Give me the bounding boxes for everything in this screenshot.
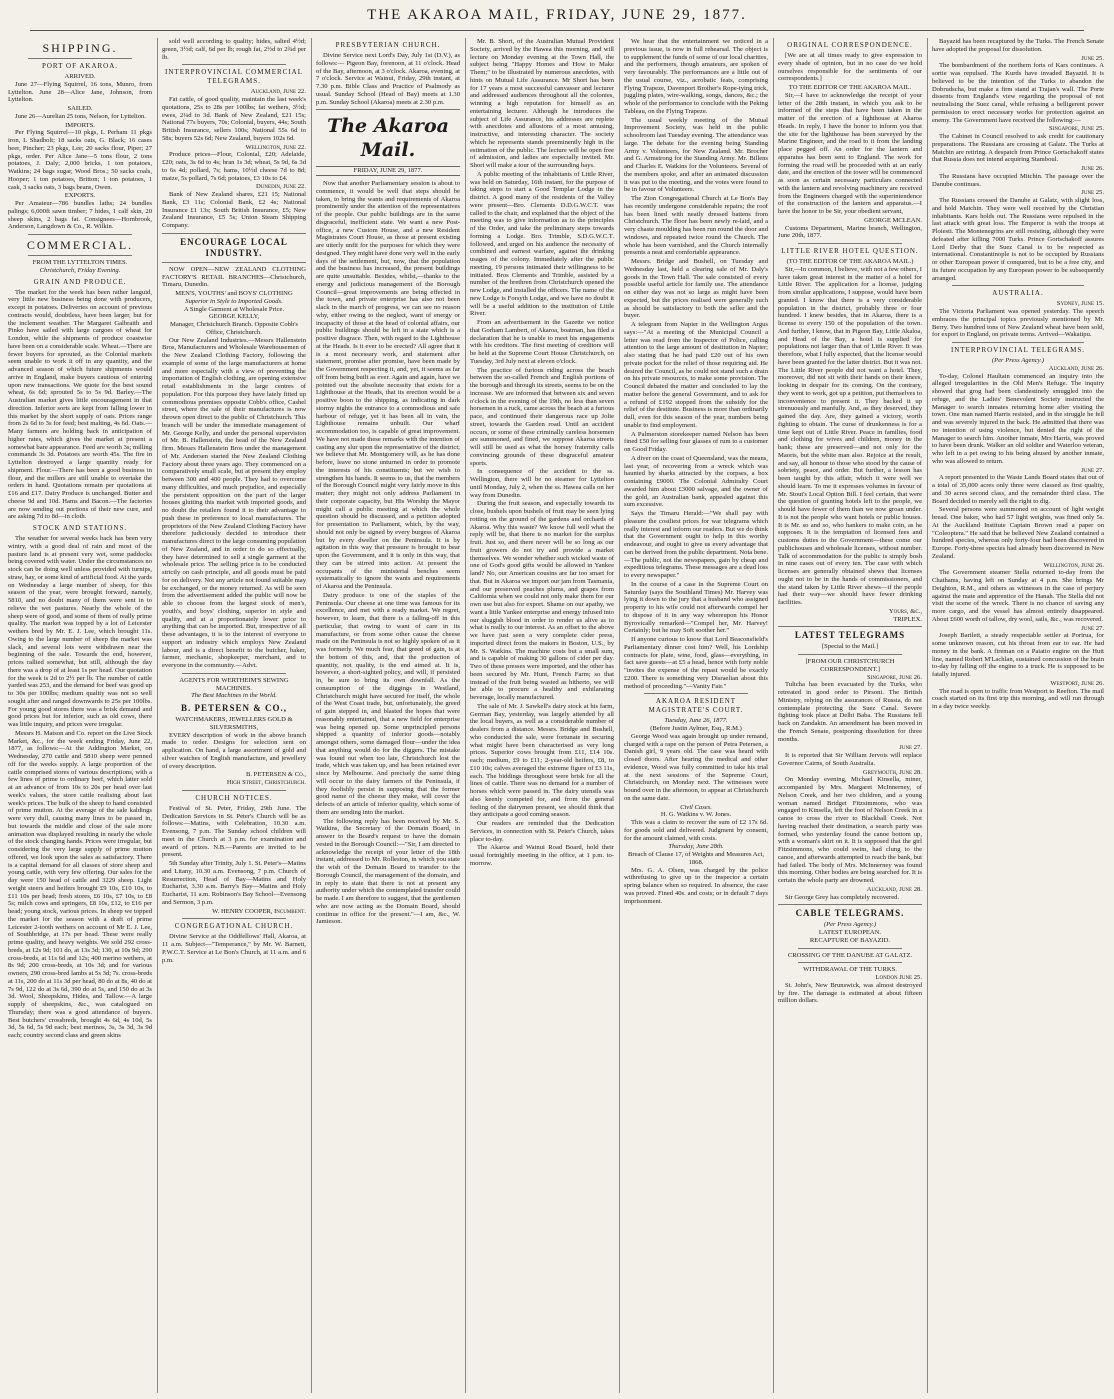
dunedin-text: Bank of New Zealand shares, £21 15; National Bank, £3 11s; Colonial Bank, £2 4s; National Insurance £1 13s; South British Insurance, £5; New Zealand Insurance, £5 5s; Union Steam Shipping Company. (162, 191, 306, 229)
column-rule (465, 38, 466, 1393)
mitchin-text: The Russians have occupied Mitchin. The passage over the Danube continues. (932, 172, 1104, 188)
bombardment-text: The bombardment of the northern forts of Kars continues. A sortie was repulsed. The Kurds have invaded Bayazid. It is believed to be the intention of the Turks to abandon the Dobrudscha, but make a firm stand at Trajan's wall. The Porte dissents from England's view regarding the proposal of not neutralising the Suez canal, while refusing a belligerent power permission to erect necessary works for protection against an enemy. The Government have received the following:— (932, 62, 1104, 124)
trinity-text: 5th Sunday after Trinity, July 1. St. Peter's—Matins and Litany, 10.30 a.m. Evensong, 7 p.m. Church of Resurrection, Head of Bay—Matins and Holy Eucharist, 3.30 a.m. Barry's Bay—Matins and Holy Eucharist, 11 a.m. Robinson's Bay School—Evensong and Sermon, 3 p.m. (162, 860, 306, 906)
latest-european: LATEST EUROPEAN. (818, 929, 882, 936)
superior-style: Superior in Style to Imported Goods. (185, 297, 283, 305)
to-editor-label-2: (TO THE EDITOR OF THE AKAROA MAIL.) (786, 258, 914, 265)
column-2 (162, 38, 306, 1393)
auckland-dateline: Auckland, June 28. (866, 885, 922, 893)
zion-church-text: The Zion Congregational Church at Le Bon's Bay has recently undergone considerable repairs; the roof has been lined with neatly dressed battens from Christchurch. The floor has been newly re-laid, and a very chaste moulding has been run round the door and windows, and repeated twice round the Church. The whole has been varnished, and the Church internally presents a neat and comfortable appearance. (624, 195, 768, 257)
mutual-society-text: The usual weekly meeting of the Mutual Improvement Society, was held in the public schoolroom last Tuesday evening. The attendance was large. The debate for the evening being Standing Army v. Volunteers, for New Zealand. Mr. Brocher and G. Armstrong for the Standing Army. Mr. Billens and Charles E. Watkins for the Volunteers. Several of the members spoke, and after an animated discussion it was put to the meeting, and the votes were found to be in favour of Volunteers. (624, 116, 768, 194)
petersen-signature: B. PETERSEN & Co., (245, 771, 306, 779)
imports-label: IMPORTS. (65, 121, 95, 129)
lodge-text: A public meeting of the inhabitants of Little River, was held on Saturday, 16th instant, for the purpose of taking steps to start a Good Templar Lodge in the district. A good many of the residents of the Valley were present—Bro. Clements D.D.G.W.C.T. was called to the chair, and explained that the object of the meeting was to give information as to the principles of the Order, and take the preliminary steps towards forming a Lodge. Bro. Trimble, S.D.G.W.C.T. followed, and urged on his audience the necessity of combined and earnest warfare, against the drinking usages of the colony. Immediately after the public meeting, 19 persons intimated their willingness to be initiated. Bros Clements and Trimble, assisted by a number of the brethren from Christchurch opened the new Lodge, and installed the officers. The name of the new Lodge is Forsyth Lodge, and we have no doubt it will be a useful addition to the institution of Little River. (470, 170, 614, 318)
arrived-text: June 27—Flying Squirrel, 16 tons, Munro, from Lyttelton. June 28—Alice Jane, Johnson, from Lyttelton. (8, 80, 152, 104)
wainui-text: The Akaroa and Wainui Road Board, hold their usual fortnightly meeting in the office, at 1 p.m. to-morrow. (470, 844, 614, 867)
westport-dateline: Westport, June 26. (1050, 679, 1104, 687)
grain-heading: GRAIN AND PRODUCE. (33, 277, 127, 286)
hotel-question-heading: LITTLE RIVER HOTEL QUESTION. (781, 247, 919, 255)
wellington26-dateline: Wellington, June 26. (1043, 561, 1104, 569)
divider (798, 962, 902, 963)
column-6 (778, 38, 922, 1393)
australia-heading: AUSTRALIA. (992, 289, 1044, 298)
divider (798, 948, 902, 949)
cable-telegrams-heading: CABLE TELEGRAMS. (795, 908, 905, 919)
entertainment-text: We hear that the entertainment we noticed in a previous issue, is now in full rehearsal. The object is to supplement the funds of some of our local charities, and the performers, though amateurs, are spoken of very favourably. The performances are a little out of the usual course, viz., acrobatic feats, comprising Flying Trapeze, Davenport Brother's Rope-tying trick, juggling plates, wire-walking, songs, dances, &c.; the whole of the performance to conclude with the Peking Tableau, on the Flying Trapeze. (624, 38, 768, 115)
beaconsfield-text: If anyone curious to know that Lord Beaconsfield's Parliamentary dinner cost him? Well, his Lordship contracts for plate, wine, food, glass—everything, in fact save guests—at £5 a head, hence with forty noble "invites the expense of the repast would be exactly £200. There is something very Disraelian about this method of proceeding."—Vanity Fair." (624, 636, 768, 690)
arrived-label: ARRIVED. (64, 73, 96, 80)
agents-heading: AGENTS FOR WERTHEIM'S SEWING MACHINES. (179, 676, 289, 692)
greymouth-text: On Monday evening, Michael Kinsella, miner, accompanied by Mrs. Margaret McInnerney, of Nelson Creek, and her two children, and a young woman named Bridget Fitzsimmons, who was engaged to Kinsella, left the foot of Nelson Creek in a canoe to cross the river to Blackball Creek. Not having reached their destination, a search party was formed, who yesterday found the canoe bottom up, with a woman's skirt on it. It is supposed that the girl Fitzsimmons, who could swim, had clung to the canoe, and afterwards attempted to reach the bank, but had failed. The body of Mrs. McInnerney was found this morning. Other bodies are being searched for. It is certain the whole party are drowned. (778, 776, 922, 884)
exports-label: EXPORTS. (64, 192, 96, 200)
correspondence-heading: ORIGINAL CORRESPONDENCE. (787, 41, 913, 49)
commercial-heading: COMMERCIAL. (26, 238, 134, 252)
column-rule (927, 38, 928, 1393)
mclean-signature: GEORGE MCLEAN. (864, 216, 922, 224)
divider (162, 233, 306, 234)
june26-dateline: June 26. (1081, 165, 1104, 172)
incumbent-signature: W. HENRY COOPER, Incumbent. (212, 907, 306, 915)
accident-text: In consequence of the accident to the ss. Wellington, there will be no steamer for Lyttelton until Monday, July 2, when the ss. Hawea calls on her way from Dunedin. (470, 468, 614, 499)
festival-text: Festival of St. Peter, Friday, 29th June. The Dedication Services in St. Peter's Church will be as follows:—Matins, with Celebration, 10.30 a.m. Evensong, 7 p.m. The Sunday school children will meet in the Church at 3 p.m. for examination and award of prizes. N.B.—Parents are invited to be present. (162, 804, 306, 859)
paper-dateline: FRIDAY, JUNE 29, 1877. (316, 166, 460, 176)
dairy-text: Dairy produce is one of the staples of the Peninsula. Our cheese at one time was famous for its excellence, and met with a ready market. We regret, however, to learn, that there is a falling-off in this particular, that owing to want of care in its manufacture, or from some other cause the cheese made on the Peninsula is not so highly spoken of as it was formerly. We much fear, that greed of gain, is at the bottom of this, and, that the production of quantity, not quality, is the end aimed at. It is, however, a short-sighted policy, and will, if persisted in, be sure to bring its own downfall. As the consumption of the diggings in Westland, Christchurch might have secured for itself, the whole of the West Coast trade, but, unfortunately, the greed of gain stepped in, and blasted the hopes that were reasonably entertained, that a new field for enterprise was being opened up. Some unprincipled persons shipped a quantity of inferior goods—notably amongst others, some damaged flour—under the idea that anything would do for the diggers. The mistake was found out when too late, Christchurch lost the trade, which was taken up, and has been retained ever since by Melbourne. And precisely the same thing will occur to the dairy farmers of the Peninsula, if they foolishly persist in supposing that the former good name of the cheese they make, will cover the defects of an article of inferior quality, which some of them are sending into the market. (316, 591, 460, 816)
breach-text: Mrs. G. A. Olsen, was charged by the police withrefusing to give up to the inspector a certain spring balance when so required. In absence, the case was proved. Fined 40s. and costs; or in default 7 days imprisonment. (624, 866, 768, 905)
stock-text: The weather for several weeks back has been very wintry, with a good deal of rain and most of the pasture land is at present very wet, some paddocks being covered with water. Under the circumstances no stock can be doing well unless provided with turnips, straw, hay, or some kind of artificial food. At the yards on Wednesday a large number of sheep, for this season of the year, were brought forward, namely, 5810, and no doubt many of them were sent in to relieve the wet pastures. Nearly the whole of the sheep were of good, and some of them of really prime quality. The market was topped by a lot of Leicester wethers bred by Mr. E. J. Lee, which brought 11s. Owing to the large number of sheep the market was slack, and several lots were withdrawn near the beginning of the sale. Towards the end, however, prices rallied somewhat, but still, although the day there was a drop of at least 1s per head. Our quotation for the week is 2d to 2½ per lb. The number of cattle yarded was 253, and the demand for beef was good up to 30s per 100lbs; medium quality was not so well sought after and ranged downwards to 25s per 100lbs. For young good stores there was a brisk demand and good prices but for inferior, such as old cows, there was little inquiry, and prices were irregular. (8, 535, 152, 728)
southland-text: In the course of a case in the Supreme Court on Saturday (says the Southland Times) Mr. Harvey was lying it down to the jury that a husband who assigned property to his wife could not afterwards compel her to dispose of it in any way whereupon his Honor Byrovically remarked—"Compel her, Mr. Harvey! Certainly; but he may Soft soother her." (624, 580, 768, 635)
domain-reply-text: The following reply has been received by Mr. S. Watkins, the Secretary of the Domain Board, in answer to the Board's request to have the domain vested in the Borough Council:—"Sir, I am directed to acknowledge the receipt of your letter of the 18th instant, addressed to Mr. Rolleston, in which you state the wish of the Domain Board to transfer to the Borough Council, the management of the domain, and in reply to state that there is not at present any authority under which the contemplated transfer could be made. I am therefore to suggest, that the gentlemen who are now acting as the Domain Board, should continue in office for the present."—I am, &c., W. Jamieson. (316, 817, 460, 926)
masthead (0, 0, 1114, 30)
masthead-title: THE AKAROA MAIL, FRIDAY, JUNE 29, 1877. (367, 7, 747, 23)
encourage-heading: ENCOURAGE LOCAL INDUSTRY. (180, 236, 288, 258)
danube-headline: CROSSING OF THE DANUBE AT GALATZ. (787, 951, 913, 959)
bayazid-text: Bayazid has been recaptured by the Turks. The French Senate have adopted the proposal for dissolution. (932, 38, 1104, 53)
column-1 (8, 38, 152, 1393)
hotel-letter: Sir,—In common, I believe, with not a few others, I have taken great interest in the matter of a hotel for Little River. The application for a license, judging from similar applications, I suppose, would have been granted. I know that there is a very considerable population in the district, probably three or four hundred. I knew besides, that in Akaroa, there is a license to every 150 of the population of the town. And further, I know, that in Pigeon Bay, Little Akaloa, and Head of the Bay, a hotel is supplied for populations not larger than that of Little River. It was therefore, what I fully expected, that the license would have been granted for the latter district. But it was not. The Little River people did not want a hotel. They, moreover, did not sit with their hands on their knees, looking in despair for its coming. On the contrary, they went to work, got up a petition, put themselves to inconvenience to present it. They backed it up strenuously and manfully. And, as they deserved, they gained the day. Are, they gained a victory, worth fighting to obtain. The curse of drunkenness is for a time kept out of Little River. Peace in families, food and clothing for wives and children, money in the bank; these are preserved—and not only for the Maoris, but the white man also. Rejoice at the result, and say, all honour to those who stood by the cause of sobriety, peace, and order. But further, a lesson has been taught by this affair, which it were well we should learn. To me it expresses volumes in favour of Mr. Stout's Local Option Bill. I feel certain, that were the question of granting hotels left to the people, we should have fewer of them than we now groan under. It is not the people who want hotels or public houses. It is Mr. so and so, who hankers to make coin, as he supposes. It is the temptation of licensed fees and customs duties to the Government—these come our publichouses and wholesale licenses, without number. Talk of accommodation for the public is simply bosh in nine cases out of every ten. The case with which licenses are generally obtained shews that licenses ought not to be in the hands of commissioners, and the stand taken by Little River shews—if the people had their way—we should have fewer drinking facilities. (778, 265, 922, 606)
brunswick-text: St. John's, New Brunswick, was almost destroyed by fire. The damage is estimated at about fifteen million dollars. (778, 981, 922, 1005)
bartlett-text: Joseph Bartlett, a steady respectable settler at Porirua, for some unknown reason, cut his throat from ear to ear. He had money in the bank. A fireman on a Paiatio engine on the Hutt line, named Robert M'Lachlan, sustained concussion of the brain to-day by falling off the engine to a truck. He is supposed to be fatally injured. (932, 632, 1104, 678)
column-4 (470, 38, 614, 1393)
court-date: Tuesday, June 26, 1877. (664, 717, 728, 725)
grain-text: The market for the week has been rather languid, very little new business being done with producers, except in potatoes. Deliveries on account of previous contracts would, doubtless, have been larger, but for the inclement weather. The Margaret Galbraith and Pinko have sailed with large cargoes of wheat for London, while the shipments of produce coastwise have been on a considerable scale. Wheat.—There are fewer buyers for sprouted, as the Colonial markets seem unable to work it off in any quantity, and the advanced season of which future shipments would arrive in England, make buyers cautious of entering upon new transactions. We quote for the best sound wheat, 6s 6d; sprouted 5s to 5s 9d. Barley.—The Australian market gives little encouragement in that direction. Inferior sorts are kept from falling lower in this market by the short supply of oats. Prices range from 2s 6d to 3s for feed; best malting, 4s 6d. Oats.—Many farmers are holding back in anticipation of higher rates, which gives the market at present a somewhat bare appearance. Feed are worth 3s; milling commands 3s 3d. Potatoes are worth 45s. The fire in Lyttelton destroyed a large quantity ready for shipment. Flour.—There has been a good business in flour, and the millers are still unable to overtake the orders in hand. Quotations remain per quotations at £16 and £17. Dairy Produce is unchanged. Butter and cheese 9d and 10d. Hams and Bacon.—The factories are now sending out portions of their new cure, and are asking 7d to 8d—in cloth. (8, 288, 152, 521)
church-notices-heading: CHURCH NOTICES. (195, 793, 273, 802)
baker-text: Several persons were summoned on account of light weight bread. One baker, who had 57 light weights, was fined only 5s. At the Auckland Institute Captain Brown read a paper on "Coleoptera." He said that he believed New Zealand contained a hundred species, whereas only forty-four had been discovered in Europe. Forty-three species had already been discovered in New Zealand. (932, 506, 1104, 560)
refuge-text: To-day, Colonel Haultain commenced an inquiry into the alleged irregularities in the Old Men's Refuge. The inquiry showed that grog had been clandestinely smuggled into the refuge, and the Ladies' Benevolent Society instructed the Manager to search inmates returning home after visiting the town. One man named Harris resisted, and in the struggle he fell and was severely injured in the back. He admitted that there was no intention of using violence, but denied the right of the Manager to search him. Another inmate, Mrs Harris, was proved to have been drunk. Walker an old soldier and Waterloo veteran, who left in a pet owing to his being abused by another inmate, who was allowed to return. (932, 372, 1104, 465)
masthead-rule (30, 30, 1084, 31)
column-7 (932, 38, 1104, 1393)
chatham-text: The Government steamer Stella returned to-day from the Chathams, having left on Sunday at 4 p.m. She brings Mr Deighton, R.M., and others as witnesses in the case of perjury against the mate and apprentice of the Hanah. The Stella did not visit the scene of the wreck. There is no chance of saving any more cargo, and the vessel has almost entirely disappeared. About £600 worth of tallow, dry wool, sails, &c., was recovered. (932, 569, 1104, 623)
furious-riding-text: The practice of furious riding across the beach between the so-called French and English portions of the borough and through its streets, seems to be on the increase. We are informed that between six and seven o'clock in the evening of the 19th, no less than seven horsemen in a ruck, came across the beach at a furious pace, and continued their dangerous race up Jolie street, towards the Garden road. Until an accident occurs, or some of these criminally careless horsemen are summoned, and fined, we suppose Akaroa streets will still be used as what the horsey fraternity calls convincing grounds of these disgraceful amateur sports. (470, 366, 614, 467)
june27b-dateline: June 27. (1081, 466, 1104, 474)
special-label: [Special to the Mail.] (821, 643, 879, 651)
imports-text: Per Flying Squirrel—10 pkgs, L Perham 11 pkgs iron, L Shadbolt; 18 sacks oats, G. Black; 16 cases beer, Pincher; 23 pkgs, Lee; 20 sacks flour, Piper; 27 pkgs, order. Per Alice Jane—5 tons flour, 2 tons potatoes, J. Daly; 2,000 bricks, 1 ton potatoes, Watkins; 24 bags sugar, Wood Bros.; 50 sacks coals, Hooper; 1 ton potatoes, Britton; 1 ton potatoes, 1 cask, 3 sacks oats, 3 bags beans, Owen. (8, 129, 152, 191)
presbyterian-heading: PRESBYTERIAN CHURCH. (335, 41, 441, 49)
petersen-heading: B. PETERSEN & CO., (180, 703, 287, 713)
thursday-date: Thursday, June 28th. (668, 843, 724, 851)
divider (798, 654, 902, 655)
intercol-heading: INTERPROVINCIAL COMMERCIAL TELEGRAMS. (165, 68, 303, 86)
column-rule (157, 38, 158, 1393)
manager-name: GEORGE KELLY, (208, 313, 260, 321)
triplex-signature: TRIPLEX. (893, 615, 922, 623)
divider (182, 918, 286, 919)
divider (182, 64, 286, 65)
yours-line: Yours, &c., (888, 607, 922, 615)
war-text: Tultcha has been evacuated by the Turks, who retreated in good order to Pirsoni. The British Ministry, relying on the assurances of Russia, do not contemplate protecting the Suez Canal. Severe fighting took place at Delhi Baba. The Russians fell back on Zandakin. An amendment has been moved in the French Senate, postponing dissolution for three months. (778, 681, 922, 743)
magistrate-court-heading: AKAROA RESIDENT MAGISTRATE'S COURT. (648, 697, 744, 715)
now-open-text: NOW OPEN—NEW ZEALAND CLOTHING FACTORY'S RETAIL BRANCHES—Christchurch, Timaru, Dunedin. (162, 265, 306, 289)
column-rule (619, 38, 620, 1393)
singapore-dateline: Singapore, June 26. (867, 673, 922, 681)
column-5 (624, 38, 768, 1393)
congregational-text: Divine Service at the Oddfellows' Hall, Akaroa, at 11 a.m. Subject—"Temperance," by Mr. W. Barnett, P.W.C.T. Service at Le Bon's Church, at 11 a.m. and 6 p.m. (162, 933, 306, 964)
singapore25-dateline: Singapore, June 25. (1049, 125, 1104, 133)
divider (28, 255, 132, 256)
napier-text: A telegram from Napier in the Wellington Argus says:—"At a meeting of the Municipal Council a letter was read from the Inspector of Police, calling attention to the large amount of destitution in Napier; also stating that he had paid £20 out of his own private pocket for the relief of those requiring aid. He desired the Council, as he could not stand such a drain on his private resources, to make some provision. The Council debated the matter and concluded to lay the matter before the general Government, and to ask for a refund of £192 stopped from the subsidy for the relief of the destitute. Business is more than ordinarily dull, even for this season of the year, numbers being unable to find employment. (624, 321, 768, 429)
divider (28, 58, 132, 59)
jervois-text: It is reported that Sir William Jervois will replace Governor Cairns, of South Australia. (778, 752, 922, 767)
timaru-text: Says the Timaru Herald:—"We shall pay with pleasure the costliest prices for war telegrams which really interest and inform our readers. But we do think that the Government ought to help in this worthy endeavour, and ought to give us every advantage that can be derived from the public department. Nota bene.—The public, not the newspapers, gain by cheap and expeditious telegrams. These messages are a dead loss to every newspaper." (624, 510, 768, 579)
wellington-dateline: Wellington, June 22. (245, 143, 306, 151)
short-lecture-text: Mr. B. Short, of the Australian Mutual Provident Society, arrived by the Hawea this morning, and will lecture on Monday evening at the Town Hall, the subject being "Happy Homes and How to Make Them;" to be illustrated by numerous anecdotes, with hints on Mutual Life Assurance. Mr Short has been for 17 years a most successful canvasser and lecturer and addressed audiences throughout all the colonies, winning a high reputation for himself as an entertaining lecturer. Although he introduces the subject of Life Assurance, his addresses are replete with anecdotes and allusions of a most amusing, instructive, and interesting character. The society which he represents stands preeminently high in the estimation of the public. The lecture will be open free of admission, and ladies are especially invited. Mr. Short will make a tour of the surrounding bays. (470, 38, 614, 169)
press-agency-label-2: (Per Press Agency.) (991, 357, 1045, 364)
greymouth-dateline: Greymouth, June 28. (862, 768, 922, 776)
remind-text: Our readers are reminded that the Dedication Services, in connection with St. Peter's Church, takes place to-day. (470, 820, 614, 843)
withdrawal-headline: WITHDRAWAL OF THE TURKS. (803, 966, 897, 974)
sydney-dateline: Sydney, June 15. (1056, 300, 1104, 308)
civil-case-text: This was a claim to recover the sum of £2 17s 6d. for goods sold and delivered. Judgment by consent, for the amount claimed, with costs. (624, 819, 768, 842)
exports-text: Per Amateur—786 bundles laths; 24 bundles palings; 6,000ft sawn timber; 7 hides, 1 calf skin, 20 sheep skins, 2 bags fat. Consignees—Hornbrook, Anderson, Langdown & Co., R. Wilkin. (8, 200, 152, 231)
customs-line: Customs Department, Marine branch, Wellington, June 20th, 1877. (778, 224, 922, 240)
factory-article: Our New Zealand Industries.—Messrs Hallenstein Bros, Manufacturers and Wholesale Warehousemen of the New Zealand Clothing Factory, following the example of some of the large manufacturers at home and more especially with a view of preventing the importation of English clothing, are opening extensive retail establishments in the large centres of population. For this purpose they have lately fitted up commodious premises opposite Cobb's office, Cashel street, where the sale of their manufactures is now thrown open direct to the public of Christchurch. This branch will be under the immediate management of Mr. George Kelly, and under the personal supervision of Mr. B. Hallenstein, the head of the New Zealand firm. Messrs Hallenstein Bros under the management of Mr. Andersen started the New Zealand Clothing Factory about three years ago. They commenced on a comparatively small scale, but at present they employ between 300 and 400 people. They had to overcome many difficulties, and much prejudice, and especially the persistent opposition on the part of the larger houses glutting this market with imported goods, and no doubt the retailers found it to their advantage to push these in preference to local manufactures. The proprietors of the New Zealand Clothing Factory have therefore judiciously decided to introduce their manufactures direct to the large consuming population of New Zealand, and in order to do so effectually, they have determined to sell a single garment at the wholesale price. The selling price is to be conducted strictly on cash principle, and all goods must be paid for on delivery. Not any article not found suitable may be exchanged, or the money returned. As will be seen from the advertisement added the public will now be able to choose from the largest stock of men's, youth's, and boys' clothing, superior in style and quality, and at a proportionately lower price to anything that can be imported. But, irrespective of all these advantages, it is to the interest of everyone to support an industry which employs New Zealand labour, and is a direct benefit to the butcher, baker, farmer, mechanic, shopkeeper, merchant, and to everyone in the community.—Advt. (162, 336, 306, 669)
bridge-bushell-text: Messrs. Bridge and Bushell, on Tuesday and Wednesday last, held a clearing sale of Mr. Daly's goods in the Town Hall. The sale consisted of every possible useful article for family use. The attendance on either day was not so large as might have been expected, but the prices realised were generally such as should be satisfactory to both the seller and the buyer. (624, 258, 768, 320)
continued-text: sold well according to quality; hides, salted 4½d; green, 3½d; calf, 6d per lb; rough fat, 2½d to 2¾d per lb. (162, 38, 306, 61)
london-dateline: London June 25. (875, 974, 922, 981)
court-text: George Wood was again brought up under remand, charged with a rape on the person of Petra Petersen, a Danish girl, 9 years old. The case was heard with closed doors. After hearing the medical and other evidence, Wood was fully committed to take his trial at the next sessions of the Supreme Court, Christchurch, on Monday next. The witnesses were bound over in the afternoon, to appear at Christchurch on the same date. (624, 732, 768, 802)
divider (798, 243, 902, 244)
divider (182, 673, 286, 674)
auckland-dateline: Auckland, June 22. (250, 88, 306, 96)
sale-text: The sale of Mr. J. Sawkell's dairy stock at his farm, German Bay, yesterday, was largely attended by all the local buyers, as well as a considerable number of dealers from a distance. Messrs. Bridge and Bushell, who conducted the sale, were fortunate in securing what might have been characterised as very long prices. Superior cows brought from £11, £14 10s. each; medium, £9 to £11; 2-year-old heifers, £8, to £10 10s; calves averaged the extreme figure of £3 11s, each. The biddings throughout were brisk for all the lines of cattle. There was no demand for a number of horses which were passed in. The dairy utensils was also keenly competed for, and from the general feeling of the dairymen present, we should think that they anticipate a good coming season. (470, 702, 614, 819)
best-machines: The Best Machines in the World. (191, 692, 277, 700)
breach-heading: Breach of Clause 17, of Weights and Measures Act, 1868. (628, 851, 764, 866)
civil-case-title: H. G. Watkins v. W. Jones. (660, 811, 732, 819)
press-agency-label: (Per Press Agency.) (823, 921, 877, 929)
correspondence-note: [We are at all times ready to give expression to every shade of opinion, but in no case do we hold ourselves responsible for the sentiments of our correspondents.] (778, 52, 922, 83)
high-street: High Street, Christchurch. (226, 779, 306, 786)
palmerston-text: A Palmerston storekeeper named Nelson has been fined £50 for selling four glasses of rum to a customer on Good Friday. (624, 430, 768, 453)
stock-heading: STOCK AND STATIONS. (32, 524, 128, 532)
divider (162, 262, 306, 263)
june25-dateline: June 25. (1081, 54, 1104, 62)
june27-dateline: June 27. (899, 744, 922, 752)
from-times-label: FROM THE LYTTELTON TIMES. (32, 259, 128, 266)
divider (182, 790, 286, 791)
to-editor-label: TO THE EDITOR OF THE AKAROA MAIL. (788, 84, 912, 91)
correspondent-label: [FROM OUR CHRISTCHURCH CORRESPONDENT.] (805, 658, 895, 673)
civil-cases-label: Civil Cases. (680, 803, 712, 811)
june27c-dateline: June 27. (1081, 624, 1104, 632)
latest-telegrams-heading: LATEST TELEGRAMS (794, 630, 906, 641)
divider (952, 285, 1084, 286)
sailed-text: June 26—Aurelian 25 tons, Nelson, for Lyttelton. (15, 112, 146, 120)
june25b-dateline: June 25. (1081, 189, 1104, 197)
divider (952, 342, 1084, 343)
dunedin-dateline: Dunedin, June 22. (256, 183, 306, 191)
bayazid-headline: RECAPTURE OF BAYAZID. (809, 936, 891, 944)
matson-report: Messrs H. Matson and Co. report on the Live Stock Market, &c., for the week ending Friday, June 22, 1877, as follows:—At the Addington Market, on Wednesday, 270 cattle and 5810 sheep were penned off for the weeks supply. A large proportion of the cattle comprised stores of various descriptions, with a few lines of prime to ordinary beef, which latter sold at an advance of from 10s to 20s per head over last week's values, the store cattle realising about last week's prices. The bulk of the sheep to hand consisted of prime mutton. At the average of the sale kaldings were very dull, causing many lines to be passed in, but towards the middle and close of the sale more animation was displayed resulting in nearly the whole of the stock changing hands. Prices were irregular, but considering the very large supply of prime mutton offered, we look upon the sales as satisfactory. There is a capital demand for all classes of store sheep and young cattle, with very few offering. Our sales for the day were 150 head of cattle and 3229 sheep. Light weight steers and heifers brought £9 10s, £10 10s, to £11 10s per head; fresh stores, £6 10s, £7 10s, to £8 5s; milch cows and springers, £8 10s, £12, to £16 per head; young stock, various prices. In sheep we topped the market for the season with a draft of prime Leicester 2-tooth wethers on account of Mr E. J. Lee, of Southbridge, at 17s per head. These were really prime quality, and heavy weights. We sold 292 cross-breds, at 12s 9d; 101 do, at 13s 3d; 130, at 10s 9d; 290 cross-breds, at 11s 6d and 12s; 400 merino wethers, at 8s 9d; 200 cross-breds, at 10s 3d; and for various owners, 290 cross-bred lambs at 5s 3d; 7s. cross-breds at 11s, 200 do at 11s 3d per head, 80 do at 8s, 40 do at 7s 9d, 122 do at 3s 6d, 390 do at 5s, and 150 do at 3s 3d. Wool, Sheepskins, Hides, and Tallow.—A large supply of sheepskins, &c., was catalogued on Thursday; there was a good attendance of buyers. Best butchers' crossbreds, brought 4s 6d, 4s 10d, 5s 3d, 5s 6d, 5s 9d each; best merinos, 3s, 3s 3d, 3s 9d each; country second class and green skins (8, 729, 152, 1039)
court-before: (Before Justin Aylmer, Esq., R.M.) (650, 725, 742, 732)
divider (778, 904, 922, 905)
port-heading: PORT OF AKAROA. (41, 62, 119, 70)
reefton-text: The road is open to traffic from Westport to Reefton. The mail coach started on its first trip this morning, and will run through in a day twice weekly. (932, 687, 1104, 710)
waste-lands-text: A report presented to the Waste Lands Board states that out of a total of 35,000 acres only three were classed as first quality, and 30 acres second class, and the remainder third class. The Board decided to merely sell the right to dig. (932, 474, 1104, 505)
column-rule (773, 38, 774, 1393)
column-3 (316, 38, 460, 1393)
galatz-text: The Russians crossed the Danube at Galatz, with slight loss, and hold Matchin. They were well received by the Christian inhabitants. Kars holds out. The Russians were repulsed in the last attack with great loss. The Emperor is with the troops at Ploiesti. The Montenegrins are still resisting, although they were defeated after killing 7000 Turks. Prince Gortschakoff assures Lord Derby that the Suez Canal is to be respected as international. Constantinople is not to be occupied by Russians or other European power if conquered, but to be a free city, and its future occupation by any European power to be subsequently arranged. (932, 197, 1104, 282)
every-description-text: EVERY description of work in the above branch made to order. Designs for selection sent on application. On hand, a large assortment of gold and silver watches of English manufacture, and jewellery of every description. (162, 731, 306, 770)
auckland-text: Fat cattle, of good quality, maintain the last week's quotations, 25s to 28s per 100lbs; fat wethers, 3½d; ewes, 2¼d to 3d. Bank of New Zealand, £21 15s; National 77s buyers, 70s; Colonial, buyers, 44s; South British Insurance, sellers 100s; National 55s 6d to 58s; buyers 52s 6d; New Zealand, buyers 102s 6d. (162, 96, 306, 142)
cabinet-text: The Cabinet in Council resolved to ask credit for cautionary preparations. The Russians are crossing at Galatz. The Turks at Matchin are retiring. A despatch from Prince Gortschakoff states that Russia does not intend acquiring Stamboul. (932, 133, 1104, 164)
column-rule (311, 38, 312, 1393)
single-garment: A Single Garment at Wholesale Price. (183, 305, 285, 313)
shipping-heading: SHIPPING. (42, 41, 118, 55)
gazette-text: From an advertisement in the Gazette we notice that Gorham Lambert, of Akaroa, boatman, has filed a declaration that he is unable to meet his engagements with his creditors. The first meeting of creditors will be held at the Supreme Court House Christchurch, on Tuesday, 3rd July next at eleven o'clock. (470, 319, 614, 365)
congregational-heading: CONGREGATIONAL CHURCH. (174, 922, 294, 931)
chch-date: Christchurch, Friday Evening. (39, 266, 121, 274)
mens-clothing: MEN'S, YOUTHS' and BOYS' CLOTHING (175, 290, 293, 297)
presbyterian-text: Divine Service next Lord's Day, July 1st (D.V.), as follows:— Pigeon Bay, forenoon, at 11 o'clock. Head of the Bay, afternoon, at 3 o'clock. Akaroa, evening, at 7 o'clock. Service at Wainui, Friday, 29th instant, at 7.30 p.m. Bible Class and Practice of Psalmody as usual. Sunday School (Head of Bay) meets at 1.30 p.m. Sunday School (Akaroa) meets at 2.30 p.m. (316, 52, 460, 106)
sailed-label: SAILED. (67, 105, 93, 112)
interprovincial-heading: INTERPROVINCIAL TELEGRAMS. (950, 346, 1086, 354)
fruit-text: During the fruit season, and especially towards its close, bushels upon bushels of fruit may be seen lying rotting on the ground of the gardens and orchards of Akaroa. Why this waste? We know full well what the reply will be, that there is no market for the surplus fruit. Just so, and there never will be so long as our fruit growers do not try and provide a market themselves. We wonder whether such wicked waste of one of God's good gifts would be allowed in Yankee land? No, our American cousins are far too smart for that. But in Akaroa we import our jam from Tasmania, and our preserved peaches plums, and grapes from California when we could not only make them for our own use but also for export. Shame on our apathy, we want a little Yankee enterprise and energy infused into our sluggish blood in order to render us alive as to what is really to our interest. As an offset to the above we have just seen a very complete cider press, imported direct from the makers in Boston, U.S., by Mr. S. Watkins. The machine costs but a small sum, and is capable of making 30 gallons of cider per day. Two of these presses were imported, and the other has been secured by Mr. Hunt, French Farm; so that instead of the fruit being wasted as hitherto, we will be able to procure a healthy and exhilarating beverage, locally manufactured. (470, 500, 614, 701)
auckland26-dateline: Auckland, June 26. (1048, 364, 1104, 372)
editorial-text: Now that another Parliamentary session is about to commence, it would be well that steps should be taken, to bring the wants and requirements of Akaroa prominently under the attention of the representatives of the people. Our public buildings are in the same disgraceful, inefficient state. We want a new Post-office, a new Custom House, and a new Resident Magistrates Court House, as those at present existing are utterly unfit for the purposes for which they were designed. They might have done very well in the early days of the settlement, but, now, that the population and the business has increased, the present buildings are quite unsuitable. Besides, whilst,—thanks to the energy and judicious management of the Borough Council—great improvements are being effected in the town, and private enterprise has also not been slack in the march of progress, we can see no reason why, either owing to the neglect, want of energy or incapacity of those at the head of colonial affairs, our public buildings should be left in a state which is a positive disgrace. Then, with regard to the Lighthouse at the Heads. Is it ever to be erected? All agree that it is a most necessary work, and statement after statement, promise after promise, have been made by the Government respecting it, and, yet, it seems as far off from being built as ever. Again and again, have we pointed out the absolute necessity that exists for a Lighthouse at the Heads, that its erection would be a positive boon to the shipping, as indicating in dark stormy nights the entrance to a commodious and safe harbour of refuge, yet it has been all in vain, the Lighthouse remains unbuilt. Our wharf accommodation too, is capable of great improvement. We have not made these remarks with the intention of casting any slur upon the representative of the district; we believe that Mr. Montgomery will, as he has done before, leave no stone unturned in order to promote the interests of his constituents; but we wish to strengthen his hands. It seems to us, that the members of the Borough Council might very fairly move in this matter; they might not only address Parliament in their corporate capacity, but His Worship the Mayor might call a public meeting at which the whole question should be discussed, and a petition adopted for presentation to Parliament, which, by the way, should not only be signed by every burgess of Akaroa but by every dweller on the Peninsula. It is by agitation in this way that pressure is brought to bear upon the Government, and it is only in this way, that they can be stirred into action. At present the occupants of the ministerial benches seem systematically to ignore the wants and requirements of Akaroa and the Peninsula. (316, 180, 460, 590)
lighthouse-letter: Sir,—I have to acknowledge the receipt of your letter of the 28th instant, in which you ask to be informed of the steps that have been taken in the matter of the erection of a lighthouse at Akaroa Heads. In reply, I have the honor to inform you that the site for the lighthouse has been surveyed by the Marine Engineer, and the road to it from the landing place pegged off. An order for the lantern and apparatus has been sent to England. The work for forming the road will be proceeded with at an early date, and the erection of the tower will be commenced as soon as certain necessary particulars connected with the lantern and revolving machinery are received from the Engineers charged with the superintendence of the construction of the lantern and apparatus.—I have the honor to be Sir, your obedient servant, (778, 91, 922, 215)
wellington-text: Produce prices—Flour, Colonial, £20; Adelaide, £20; oats, 3s 6d to 4s; bran 1s 3d; wheat, 5s 9d, 6s 3d to 6s 4d; pollard, 7s; hams, 10½d cheese 7d to 8d; maize, 5s pollard, 7s 6d; potatoes, £3 10s to £4. (162, 151, 306, 182)
divider (316, 109, 460, 110)
manager-address: Manager, Christchurch Branch. Opposite Cobb's Office, Christchurch. (169, 321, 298, 336)
divider (778, 626, 922, 627)
victoria-text: The Victoria Parliament was opened yesterday. The speech embraces the principal topics previously mentioned by Mr. Berry. Two hundred tons of New Zealand wheat have been sold, for export to England, on private terms. Arrived—Wakatipu. (932, 308, 1104, 339)
paper-nameplate: The Akaroa Mail. (327, 115, 449, 162)
divider (28, 234, 132, 235)
divider (644, 693, 748, 694)
diver-text: A diver on the coast of Queensland, was the means, last year, of recovering from a wreck which was haunted by sharks attracted by the corpses, a box containing £9000. The Colonial Admiralty Court awarded him about £3000 salvage, and the owner of the gold, an Australian bank, appealed against this sum excessive. (624, 454, 768, 509)
grey-text: Sir George Grey has completely recovered. (785, 893, 900, 901)
watchmakers-line: WATCHMAKERS, JEWELLERS GOLD & SILVERSMITHS, (175, 716, 293, 731)
